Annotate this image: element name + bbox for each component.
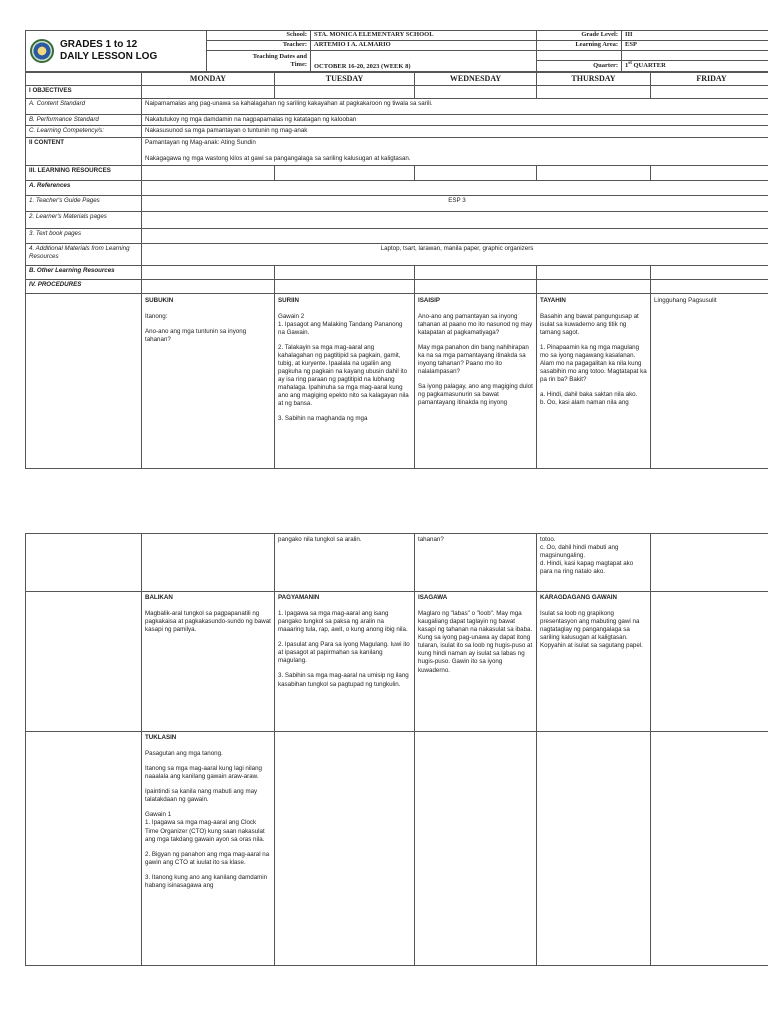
monday-para: Gawain 1 1. Ipagawa sa mga mag-aaral ang Clock Time Organizer (CTO) kung saan nakasulat ang mga takdang gawain ayon sa oras nila. — [145, 811, 265, 843]
quarter-label: Quarter: — [537, 61, 622, 72]
title-line-1: GRADES 1 to 12 — [60, 38, 138, 50]
monday-para: 2. Bigyan ng panahon ang mga mag-aaral na gawin ang CTO at iuulat ito sa klase. — [145, 850, 270, 866]
grade-label: Grade Level: — [537, 31, 622, 41]
content-title: Pamantayan ng Mag-anak: Ating Sundin — [145, 138, 256, 146]
blank-cell — [275, 279, 415, 293]
performance-standard-value: Nakatutukoy ng mga damdamin na nagpapamalas ng katatagan ng kalooban — [142, 115, 768, 126]
monday-para: Ano-ano ang mga tuntunin sa inyong tahanan? — [145, 327, 247, 343]
blank-cell — [142, 165, 275, 180]
wednesday-para: Maglaro ng "labas" o "loob". May mga kaugaliang dapat taglayin ng bawat kasapi ng tahanan na nakasulat sa ibaba. Kung sa iyong pag-unawa ay dapat itong tularan, isulat ito sa loob ng hugis-puso at kung hindi naman ay isulat sa labas ng hugis-puso. Gawin ito sa iyong kuwaderno. — [418, 610, 533, 674]
tg-pages-value: ESP 3 — [142, 195, 768, 211]
monday-procedure-2 — [142, 732, 275, 966]
thursday-para: a. Hindi, dahil baka saktan nila ako. b. Oo, kasi alam naman nila ang — [540, 391, 638, 407]
day-wednesday: WEDNESDAY — [415, 73, 537, 86]
content-label: II CONTENT — [26, 137, 142, 165]
blank-cell — [651, 592, 768, 732]
content-description: Nakagagawa ng mga wastong kilos at gawi sa pangangalaga sa sariling kalusugan at kaligtasan. — [145, 154, 411, 162]
objectives-label: I OBJECTIVES — [26, 86, 142, 99]
quarter-number: 1 — [625, 62, 629, 70]
title-line-2: DAILY LESSON LOG — [60, 51, 158, 62]
dates-label-2: Time: — [290, 61, 307, 69]
blank-cell — [142, 228, 768, 243]
blank-cell — [26, 592, 142, 732]
deped-seal-icon — [30, 39, 54, 63]
tuesday-para: 2. Ipasulat ang Para sa iyong Magulang. Iuwi ito at ipasagot at papirmahan sa kanilang magulang. — [278, 641, 410, 665]
content-standard-value: Naipamamalas ang pag-unawa sa kahalagahan ng sariling kakayahan at pagkakaroon ng tiwala sa sarili. — [142, 99, 768, 115]
blank-cell — [537, 265, 651, 279]
monday-para: Ipaintindi sa kanila nang mabuti ang may talatakdaan ng gawain. — [145, 788, 258, 804]
table-row — [26, 228, 768, 243]
tg-pages-label: 1. Teacher's Guide Pages — [26, 195, 142, 211]
content-standard-label: A. Content Standard — [26, 99, 142, 115]
performance-standard-label: B. Performance Standard — [26, 115, 142, 126]
blank-cell — [415, 732, 537, 966]
blank-cell — [415, 86, 537, 99]
table-row — [26, 732, 768, 966]
teacher-label: Teacher: — [207, 41, 311, 51]
friday-procedure: Lingguhang Pagsusulit — [651, 293, 768, 468]
school-value: STA. MONICA ELEMENTARY SCHOOL — [311, 31, 537, 41]
table-row — [26, 211, 768, 228]
blank-cell — [651, 732, 768, 966]
monday-heading-2: TUKLASIN — [145, 734, 177, 741]
monday-procedure — [142, 592, 275, 732]
competency-value: Nakasusunod sa mga pamantayan o tuntunin ng mag-anak — [142, 126, 768, 137]
logo-cell — [26, 31, 207, 72]
monday-heading: BALIKAN — [145, 594, 173, 601]
school-label: School: — [207, 31, 311, 41]
tuesday-procedure — [275, 592, 415, 732]
blank-cell — [537, 165, 651, 180]
learning-resources-label: III. LEARNING RESOURCES — [26, 165, 142, 180]
blank-cell — [26, 73, 142, 86]
monday-para: Itanong: — [145, 312, 168, 320]
blank-cell — [275, 265, 415, 279]
day-thursday: THURSDAY — [537, 73, 651, 86]
procedures-row — [26, 293, 768, 468]
blank-cell — [275, 732, 415, 966]
monday-heading: SUBUKIN — [145, 296, 174, 304]
blank-cell — [651, 534, 768, 592]
blank-cell — [537, 279, 651, 293]
quarter-value — [622, 61, 768, 72]
thursday-heading: KARAGDAGANG GAWAIN — [540, 594, 617, 601]
area-label: Learning Area: — [537, 41, 622, 51]
table-row — [26, 99, 768, 115]
dates-label-1: Teaching Dates and — [252, 52, 307, 60]
blank-cell — [275, 165, 415, 180]
wednesday-para: May mga panahon din bang nahihirapan ka na sa mga pamantayang itinakda sa inyong tahanan? Paano mo ito nalalampasan? — [418, 343, 529, 375]
table-row — [26, 115, 768, 126]
header-table — [25, 30, 768, 72]
lesson-log-table-continued — [25, 533, 768, 966]
table-row — [26, 592, 768, 732]
thursday-procedure — [537, 592, 651, 732]
quarter-suffix: st — [628, 61, 632, 67]
table-row — [26, 86, 768, 99]
lesson-log-table — [25, 72, 768, 469]
blank-cell — [537, 51, 622, 61]
blank-cell — [26, 534, 142, 592]
thursday-para: 1. Pinapaamin ka ng mga magulang mo sa iyong nagawang kasalanan. Alam mo na pagagalitan ka nila kung sasabihin mo ang totoo. Magtatapat ka pa rin ba? Bakit? — [540, 343, 647, 384]
thursday-heading: TAYAHIN — [540, 296, 566, 304]
blank-cell — [142, 180, 768, 195]
procedures-label: IV. PROCEDURES — [26, 279, 142, 293]
quarter-text: QUARTER — [633, 62, 666, 70]
competency-label: C. Learning Competency/s: — [26, 126, 142, 137]
day-tuesday: TUESDAY — [275, 73, 415, 86]
wednesday-heading: ISAISIP — [418, 296, 441, 304]
tuesday-para: 3. Sabihin na maghanda ng mga — [278, 415, 368, 423]
references-label: A. References — [26, 180, 142, 195]
thursday-procedure — [537, 293, 651, 468]
area-value: ESP — [622, 41, 768, 51]
dates-value: OCTOBER 16-20, 2023 (WEEK 8) — [311, 51, 537, 72]
wednesday-continued: tahanan? — [415, 534, 537, 592]
thursday-para: Basahin ang bawat pangungusap at isulat sa kuwaderno ang titik ng tamang sagot. — [540, 312, 639, 336]
blank-cell — [415, 279, 537, 293]
lm-pages-label: 2. Learner's Materials pages — [26, 211, 142, 228]
wednesday-procedure — [415, 592, 537, 732]
blank-cell — [415, 265, 537, 279]
grade-value: III — [622, 31, 768, 41]
day-header-row — [26, 73, 768, 86]
teacher-value: ARTEMIO I A. ALMARIO — [311, 41, 537, 51]
monday-procedure — [142, 293, 275, 468]
table-row — [26, 126, 768, 137]
table-row — [26, 195, 768, 211]
other-resources-label: B. Other Learning Resources — [26, 265, 142, 279]
blank-cell — [26, 732, 142, 966]
wednesday-heading: ISAGAWA — [418, 594, 448, 601]
blank-cell — [651, 265, 768, 279]
table-row — [26, 243, 768, 265]
blank-cell — [651, 86, 768, 99]
textbook-pages-label: 3. Text book pages — [26, 228, 142, 243]
day-friday: FRIDAY — [651, 73, 768, 86]
table-row — [26, 279, 768, 293]
wednesday-para: Sa iyong palagay, ano ang magiging dulot ng pagkamasunurin sa bawat pamantayang itinakda ng inyong — [418, 383, 533, 407]
tuesday-heading: PAGYAMANIN — [278, 594, 320, 601]
thursday-continued: totoo. c. Oo, dahil hindi mabuti ang magsinungaling. d. Hindi, kasi kapag magtapat ako para na ring natalo ako. — [537, 534, 651, 592]
tuesday-procedure — [275, 293, 415, 468]
wednesday-para: Ano-ano ang pamantayan sa inyong tahanan at paano mo ito nasunod ng may katapatan at pagkamatiyaga? — [418, 312, 533, 336]
blank-cell — [142, 534, 275, 592]
blank-cell — [142, 265, 275, 279]
tuesday-heading: SURIIN — [278, 296, 299, 304]
content-value — [142, 137, 768, 165]
additional-materials-value: Laptop, tsart, larawan, manila paper, graphic organizers — [142, 243, 768, 265]
monday-para: Pasagutan ang mga tanong. — [145, 750, 223, 758]
wednesday-procedure — [415, 293, 537, 468]
additional-materials-label: 4. Additional Materials from Learning Resources — [26, 243, 142, 265]
blank-cell — [142, 86, 275, 99]
monday-para: Magbalik-aral tungkol sa pagpapanatili ng pagkakaisa at pagkakasundo-sundo ng bawat kasapi ng pamilya. — [145, 610, 271, 634]
tuesday-para: 1. Ipagawa sa mga mag-aaral ang isang pangako tungkol sa paksa ng aralin na maaaring tula, rap, awit, o kung anong ibig nila. — [278, 610, 408, 634]
monday-para: Itanong sa mga mag-aaral kung lagi nilang naaalala ang kanilang gawain araw-araw. — [145, 765, 262, 781]
table-row — [26, 165, 768, 180]
dates-label — [207, 51, 311, 72]
table-row — [26, 180, 768, 195]
blank-cell — [142, 211, 768, 228]
blank-cell — [142, 279, 275, 293]
blank-cell — [26, 293, 142, 468]
tuesday-continued: pangako nila tungkol sa aralin. — [275, 534, 415, 592]
blank-cell — [415, 165, 537, 180]
blank-cell — [537, 86, 651, 99]
blank-cell — [622, 51, 768, 61]
table-row — [26, 265, 768, 279]
tuesday-para: 3. Sabihin sa mga mag-aaral na umisip ng ilang kasabihan tungkol sa pagtupad ng tungkulin. — [278, 672, 409, 688]
blank-cell — [537, 732, 651, 966]
blank-cell — [651, 279, 768, 293]
tuesday-para: Gawain 2 1. Ipasagot ang Malaking Tandang Pananong na Gawain. — [278, 312, 403, 336]
blank-cell — [651, 165, 768, 180]
day-monday: MONDAY — [142, 73, 275, 86]
table-row — [26, 534, 768, 592]
monday-para: 3. Itanong kung ano ang kanilang damdamin habang isinasagawa ang — [145, 873, 268, 889]
table-row — [26, 137, 768, 165]
thursday-para: Isulat sa loob ng grapikong presentasyon ang mabuting gawi na nagtataglay ng pangangalaga sa sariling kalusugan at kaligtasan. Kopyahin at isulat sa sagutang papel. — [540, 610, 643, 650]
tuesday-para: 2. Talakayin sa mga mag-aaral ang kahalagahan ng pagtitipid sa pagkain, gamit, tubig, at kuryente. Ipaalala na ugaliin ang pagkuha ng pagkain na kayang ubusin dahil ito ay isa ring paraan ng pagtitipid na lubhang mahalaga. Ipahinuha sa mga mag-aaral kung ano ang magiging epekto nito sa kalagayan nila at ng bansa. — [278, 343, 409, 408]
blank-cell — [275, 86, 415, 99]
